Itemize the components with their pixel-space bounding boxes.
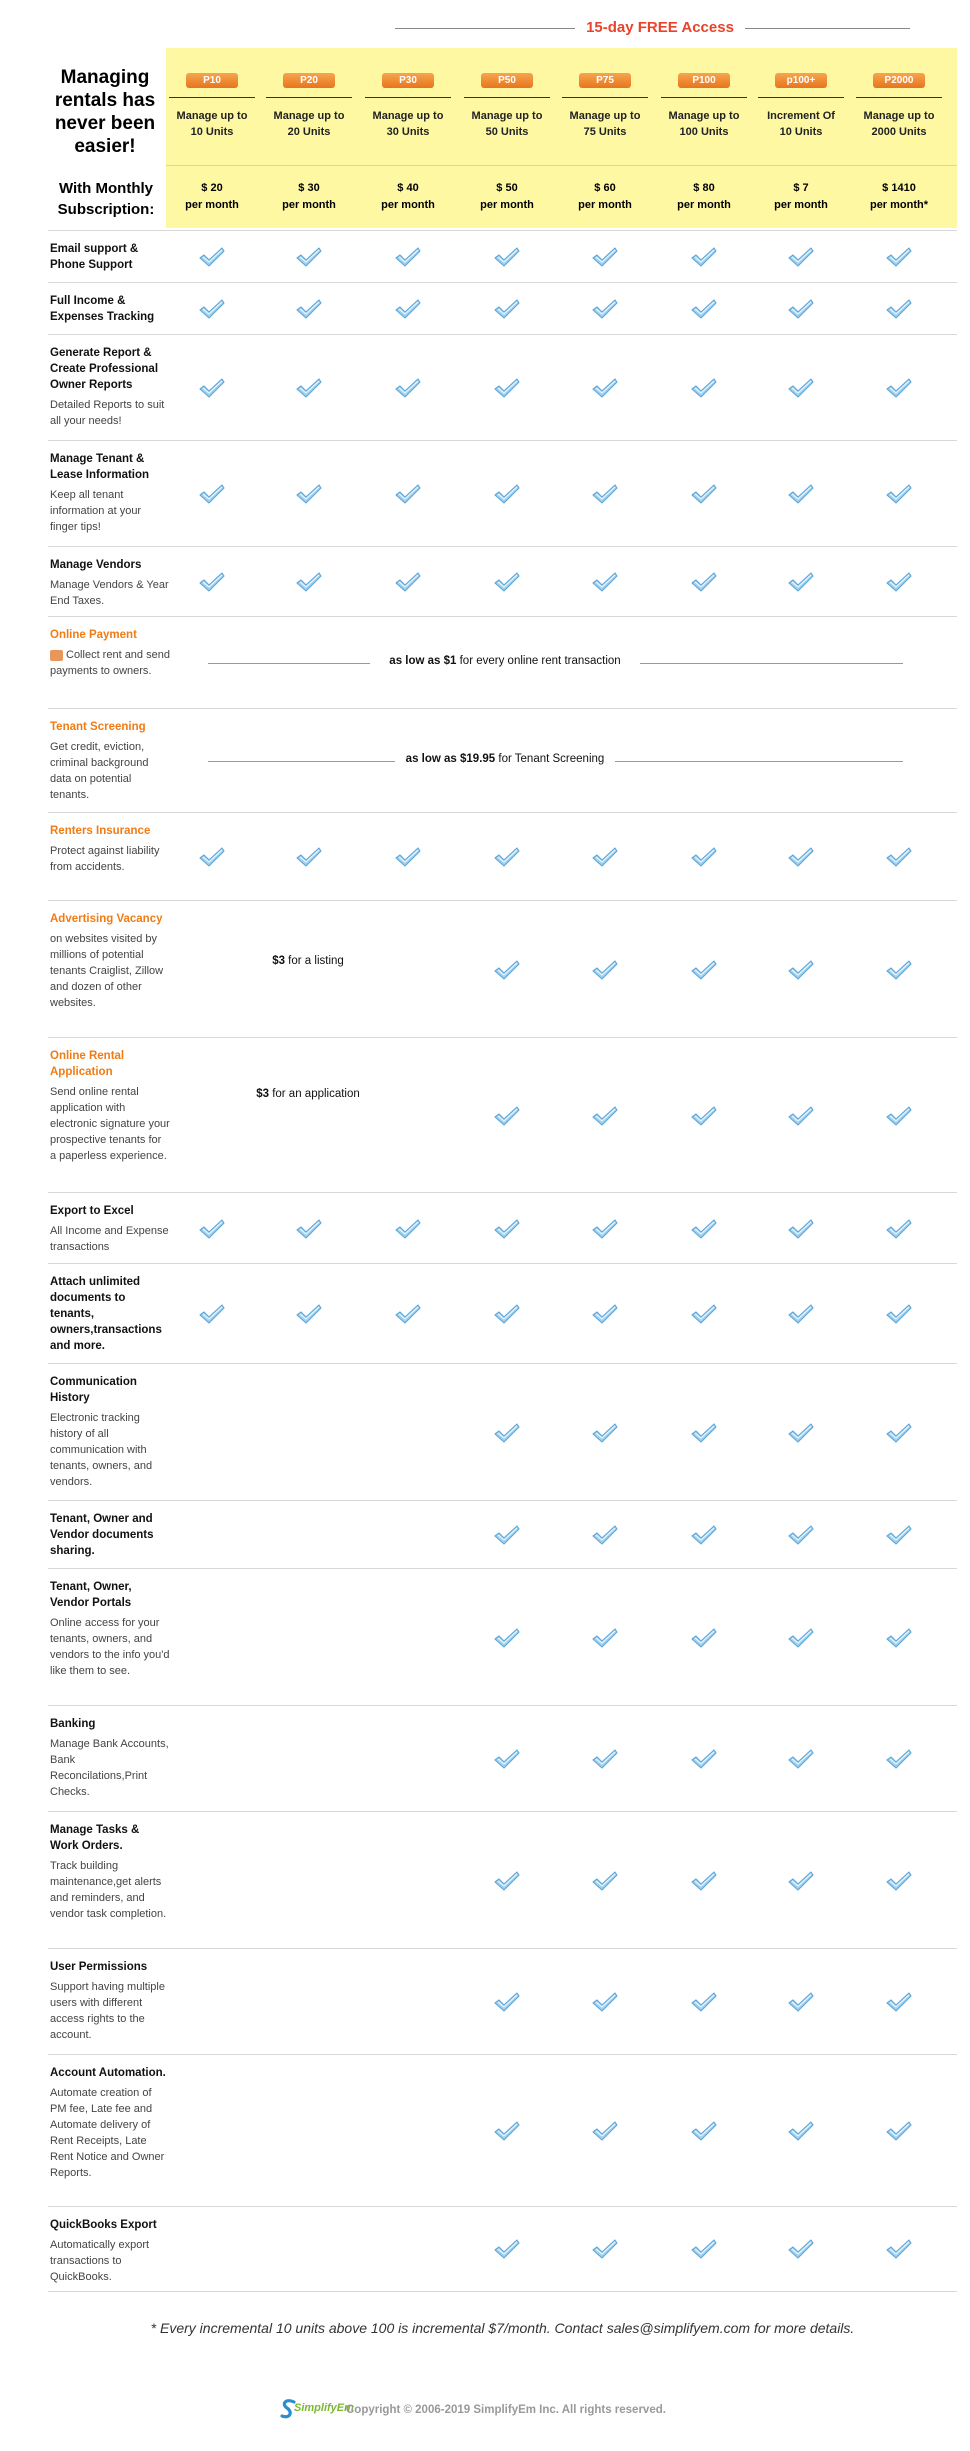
check-icon: [394, 298, 422, 320]
plan-rule: [365, 97, 451, 98]
check-icon: [591, 1870, 619, 1892]
feature-title: Account Automation.: [50, 2067, 166, 2079]
feature-description: Send online rental application with electronic signature your prospective tenants for a paperless experience.: [50, 1086, 170, 1162]
check-icon: [198, 571, 226, 593]
check-icon: [787, 377, 815, 399]
plan-price: $ 40 per month: [381, 182, 435, 211]
feature-row: [48, 900, 957, 1038]
feature-row: [48, 1811, 957, 1949]
plan-badge[interactable]: P2000: [873, 73, 925, 88]
check-icon: [690, 1870, 718, 1892]
plan-column: [461, 0, 553, 228]
check-icon: [690, 1218, 718, 1240]
feature-description: on websites visited by millions of potential tenants Craiglist, Zillow and dozen of other websites.: [50, 933, 164, 1009]
check-icon: [885, 298, 913, 320]
note-rule-right: [615, 761, 903, 762]
plan-rule: [562, 97, 648, 98]
check-icon: [591, 377, 619, 399]
check-icon: [394, 1218, 422, 1240]
page-title: Managing rentals has never been easier!: [54, 67, 156, 157]
plan-units: Manage up to 30 Units: [372, 110, 444, 138]
check-icon: [493, 246, 521, 268]
house-payment-icon: [50, 650, 63, 661]
feature-description: Manage Bank Accounts, Bank Reconcilations,Print Checks.: [50, 1738, 169, 1798]
feature-label: [50, 2217, 170, 2285]
check-icon: [591, 2238, 619, 2260]
feature-description: Automate creation of PM fee, Late fee and Automate delivery of Rent Receipts, Late Rent Notice and Owner Reports.: [50, 2087, 165, 2179]
check-icon: [787, 246, 815, 268]
check-icon: [885, 1422, 913, 1444]
feature-title: Renters Insurance: [50, 825, 151, 837]
plan-price: $ 20 per month: [185, 182, 239, 211]
feature-description: Manage Vendors & Year End Taxes.: [50, 579, 169, 607]
feature-label: [50, 451, 170, 535]
check-icon: [787, 959, 815, 981]
feature-row: [48, 616, 957, 709]
feature-row: [48, 546, 957, 617]
feature-label: [50, 1374, 170, 1490]
check-icon: [690, 571, 718, 593]
check-icon: [885, 1105, 913, 1127]
feature-row: [48, 230, 957, 283]
note-rule-left: [208, 761, 395, 762]
plan-units: Manage up to 100 Units: [668, 110, 740, 138]
plan-badge[interactable]: P100: [678, 73, 730, 88]
feature-title: User Permissions: [50, 1961, 148, 1973]
plan-units: Manage up to 50 Units: [471, 110, 543, 138]
check-icon: [591, 1991, 619, 2013]
feature-label: [50, 1959, 170, 2043]
check-icon: [493, 1748, 521, 1770]
feature-label: [50, 1274, 170, 1354]
check-icon: [690, 1524, 718, 1546]
check-icon: [885, 1870, 913, 1892]
check-icon: [198, 1218, 226, 1240]
plan-badge[interactable]: P75: [579, 73, 631, 88]
check-icon: [591, 483, 619, 505]
feature-label: [50, 1716, 170, 1800]
plan-rule: [266, 97, 352, 98]
check-icon: [394, 246, 422, 268]
check-icon: [885, 1524, 913, 1546]
feature-label: [50, 293, 170, 325]
check-icon: [787, 1105, 815, 1127]
plan-badge[interactable]: p100+: [775, 73, 827, 88]
check-icon: [591, 1105, 619, 1127]
check-icon: [394, 1303, 422, 1325]
check-icon: [885, 1218, 913, 1240]
check-icon: [885, 377, 913, 399]
check-icon: [493, 1105, 521, 1127]
feature-label: [50, 557, 170, 609]
feature-label: [50, 241, 170, 273]
note-rule-left: [208, 663, 370, 664]
plan-badge[interactable]: P10: [186, 73, 238, 88]
feature-row: [48, 1568, 957, 1706]
check-icon: [198, 377, 226, 399]
feature-description: Automatically export transactions to QuickBooks.: [50, 2239, 150, 2283]
pricing-note: $3 for an application: [256, 1088, 360, 1100]
check-icon: [295, 246, 323, 268]
check-icon: [885, 2238, 913, 2260]
feature-description: Protect against liability from accidents.: [50, 845, 160, 873]
plan-price: $ 1410 per month*: [869, 182, 929, 211]
check-icon: [591, 959, 619, 981]
plan-column: [755, 0, 847, 228]
feature-title: Online Payment: [50, 629, 137, 641]
feature-row: [48, 1948, 957, 2055]
check-icon: [885, 246, 913, 268]
check-icon: [493, 1524, 521, 1546]
check-icon: [295, 846, 323, 868]
check-icon: [787, 1627, 815, 1649]
check-icon: [690, 246, 718, 268]
check-icon: [295, 1303, 323, 1325]
plan-rule: [758, 97, 844, 98]
feature-title: Email support & Phone Support: [50, 243, 139, 271]
check-icon: [493, 2120, 521, 2142]
feature-label: [50, 911, 170, 1011]
check-icon: [885, 959, 913, 981]
feature-row: [48, 334, 957, 441]
feature-description: Online access for your tenants, owners, and vendors to the info you'd like them to see.: [50, 1617, 170, 1677]
feature-title: Online Rental Application: [50, 1050, 125, 1078]
check-icon: [787, 2238, 815, 2260]
copyright-text: Copyright © 2006-2019 SimplifyEm Inc. All rights reserved.: [346, 2404, 666, 2416]
check-icon: [690, 1303, 718, 1325]
check-icon: [591, 1422, 619, 1444]
feature-label: [50, 627, 170, 679]
feature-label: [50, 2065, 170, 2181]
plan-badge[interactable]: P50: [481, 73, 533, 88]
check-icon: [591, 846, 619, 868]
check-icon: [394, 377, 422, 399]
check-icon: [885, 2120, 913, 2142]
plan-badge[interactable]: P20: [283, 73, 335, 88]
pricing-note: as low as $1 for every online rent transaction: [380, 655, 630, 667]
feature-description: Support having multiple users with different access rights to the account.: [50, 1981, 165, 2041]
check-icon: [493, 846, 521, 868]
check-icon: [690, 1991, 718, 2013]
plan-price: $ 50 per month: [480, 182, 534, 211]
note-rule-right: [640, 663, 903, 664]
check-icon: [493, 1991, 521, 2013]
subscription-label: With Monthly Subscription:: [57, 180, 155, 218]
check-icon: [198, 1303, 226, 1325]
check-icon: [493, 1303, 521, 1325]
simplifyem-logo[interactable]: [280, 2398, 354, 2420]
feature-row: [48, 2206, 957, 2292]
feature-title: Communication History: [50, 1376, 137, 1404]
check-icon: [493, 1422, 521, 1444]
plan-rule: [661, 97, 747, 98]
check-icon: [787, 1748, 815, 1770]
check-icon: [690, 846, 718, 868]
plan-price: $ 60 per month: [578, 182, 632, 211]
check-icon: [591, 2120, 619, 2142]
check-icon: [591, 246, 619, 268]
feature-label: [50, 1048, 170, 1164]
check-icon: [690, 1105, 718, 1127]
feature-label: [50, 1511, 170, 1559]
plan-rule: [169, 97, 255, 98]
check-icon: [493, 1870, 521, 1892]
pricing-note: $3 for a listing: [272, 955, 344, 967]
logo-wordmark: SimplifyEm: [294, 2402, 354, 2414]
feature-title: Manage Vendors: [50, 559, 142, 571]
feature-row: [48, 812, 957, 901]
check-icon: [493, 571, 521, 593]
feature-title: QuickBooks Export: [50, 2219, 157, 2231]
check-icon: [787, 571, 815, 593]
feature-description: Track building maintenance,get alerts and reminders, and vendor task completion.: [50, 1860, 167, 1920]
feature-row: [48, 1037, 957, 1193]
check-icon: [690, 298, 718, 320]
check-icon: [591, 1627, 619, 1649]
feature-title: Manage Tenant & Lease Information: [50, 453, 150, 481]
feature-row: [48, 2054, 957, 2207]
check-icon: [493, 298, 521, 320]
check-icon: [787, 1991, 815, 2013]
feature-description: Get credit, eviction, criminal background data on potential tenants.: [50, 741, 149, 801]
plan-units: Manage up to 2000 Units: [863, 110, 935, 138]
check-icon: [198, 846, 226, 868]
check-icon: [591, 1748, 619, 1770]
feature-title: Tenant, Owner, Vendor Portals: [50, 1581, 132, 1609]
plan-units: Manage up to 10 Units: [176, 110, 248, 138]
check-icon: [591, 298, 619, 320]
check-icon: [493, 377, 521, 399]
check-icon: [198, 483, 226, 505]
feature-label: [50, 719, 170, 803]
check-icon: [394, 483, 422, 505]
feature-title: Attach unlimited documents to tenants, owners,transactions and more.: [50, 1276, 162, 1352]
plan-rule: [464, 97, 550, 98]
free-access-text: 15-day FREE Access: [586, 19, 734, 36]
check-icon: [787, 1303, 815, 1325]
plan-rule: [856, 97, 942, 98]
check-icon: [295, 377, 323, 399]
check-icon: [690, 483, 718, 505]
check-icon: [787, 483, 815, 505]
feature-label: [50, 1579, 170, 1679]
check-icon: [690, 377, 718, 399]
feature-title: Generate Report & Create Professional Owner Reports: [50, 347, 159, 391]
check-icon: [493, 2238, 521, 2260]
plan-price: $ 80 per month: [677, 182, 731, 211]
feature-label: [50, 345, 170, 429]
check-icon: [885, 483, 913, 505]
check-icon: [591, 1218, 619, 1240]
check-icon: [885, 846, 913, 868]
check-icon: [394, 571, 422, 593]
feature-title: Export to Excel: [50, 1205, 134, 1217]
check-icon: [493, 959, 521, 981]
feature-description: All Income and Expense transactions: [50, 1225, 169, 1253]
feature-title: Banking: [50, 1718, 96, 1730]
plan-price: $ 30 per month: [282, 182, 336, 211]
feature-description: Electronic tracking history of all communication with tenants, owners, and vendors.: [50, 1412, 153, 1488]
check-icon: [787, 298, 815, 320]
check-icon: [787, 1422, 815, 1444]
plan-column: [853, 0, 945, 228]
check-icon: [690, 1627, 718, 1649]
feature-row: [48, 282, 957, 335]
check-icon: [295, 483, 323, 505]
pricing-note: as low as $19.95 for Tenant Screening: [405, 753, 605, 765]
check-icon: [885, 1991, 913, 2013]
feature-row: [48, 1192, 957, 1264]
check-icon: [690, 2238, 718, 2260]
plan-units: Manage up to 20 Units: [273, 110, 345, 138]
check-icon: [885, 571, 913, 593]
feature-row: [48, 708, 957, 813]
feature-row: [48, 1500, 957, 1569]
check-icon: [787, 846, 815, 868]
check-icon: [295, 571, 323, 593]
plan-column: [362, 0, 454, 228]
check-icon: [885, 1303, 913, 1325]
check-icon: [591, 571, 619, 593]
check-icon: [690, 1422, 718, 1444]
feature-title: Full Income & Expenses Tracking: [50, 295, 155, 323]
check-icon: [295, 1218, 323, 1240]
check-icon: [591, 1524, 619, 1546]
feature-row: [48, 1363, 957, 1501]
plan-column: [559, 0, 651, 228]
check-icon: [198, 246, 226, 268]
check-icon: [591, 1303, 619, 1325]
check-icon: [885, 1748, 913, 1770]
check-icon: [787, 2120, 815, 2142]
plan-units: Increment Of 10 Units: [767, 110, 835, 138]
check-icon: [493, 1627, 521, 1649]
check-icon: [787, 1524, 815, 1546]
feature-title: Tenant, Owner and Vendor documents sharing.: [50, 1513, 154, 1557]
check-icon: [690, 2120, 718, 2142]
plan-price: $ 7 per month: [774, 182, 828, 211]
check-icon: [885, 1627, 913, 1649]
feature-label: [50, 1822, 170, 1922]
check-icon: [295, 298, 323, 320]
feature-title: Advertising Vacancy: [50, 913, 163, 925]
plan-column: [166, 0, 258, 228]
plan-badge[interactable]: P30: [382, 73, 434, 88]
check-icon: [690, 959, 718, 981]
feature-row: [48, 1705, 957, 1812]
feature-description: Collect rent and send payments to owners.: [50, 649, 170, 677]
plan-units: Manage up to 75 Units: [569, 110, 641, 138]
check-icon: [690, 1748, 718, 1770]
check-icon: [198, 298, 226, 320]
feature-label: [50, 1203, 170, 1255]
feature-title: Manage Tasks & Work Orders.: [50, 1824, 140, 1852]
check-icon: [787, 1218, 815, 1240]
plan-column: [263, 0, 355, 228]
check-icon: [787, 1870, 815, 1892]
feature-row: [48, 440, 957, 547]
feature-description: Keep all tenant information at your finger tips!: [50, 489, 142, 533]
pricing-footnote: * Every incremental 10 units above 100 is incremental $7/month. Contact sales@simplifyem.com for more details.: [150, 2320, 855, 2336]
feature-description: Detailed Reports to suit all your needs!: [50, 399, 165, 427]
check-icon: [394, 846, 422, 868]
feature-row: [48, 1263, 957, 1364]
feature-title: Tenant Screening: [50, 721, 146, 733]
check-icon: [493, 1218, 521, 1240]
page-footer: [280, 2398, 700, 2422]
feature-label: [50, 823, 170, 875]
check-icon: [493, 483, 521, 505]
plan-column: [658, 0, 750, 228]
